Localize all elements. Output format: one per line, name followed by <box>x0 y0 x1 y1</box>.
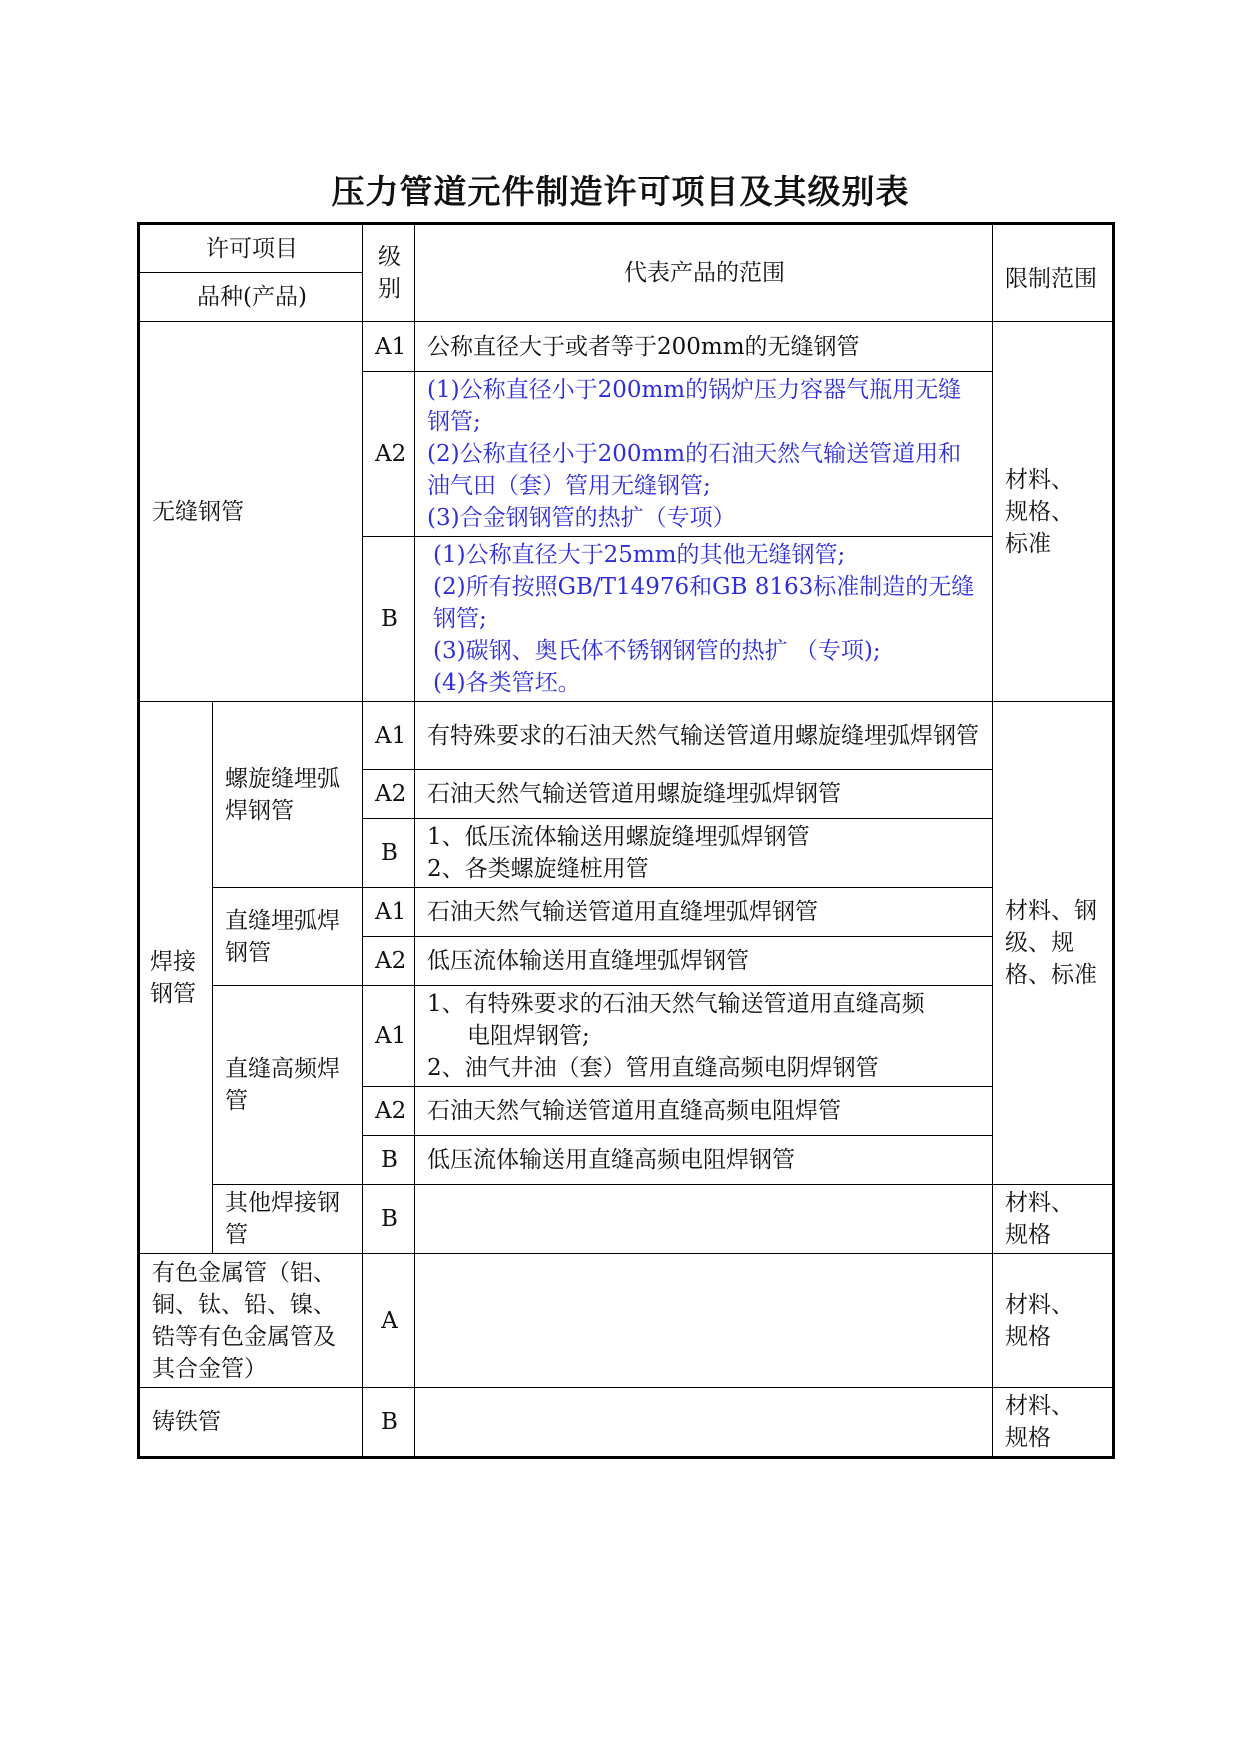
scope-line: 1、有特殊要求的石油天然气输送管道用直缝高频 <box>427 991 925 1017</box>
header-permit-item: 许可项目 <box>139 224 363 273</box>
table-row <box>139 888 1114 937</box>
scope-line: 1、低压流体输送用螺旋缝埋弧焊钢管 <box>427 824 810 850</box>
scope-cell <box>415 1254 993 1388</box>
scope-cell: 石油天然气输送管道用螺旋缝埋弧焊钢管 <box>415 770 993 819</box>
scope-cell <box>415 372 993 537</box>
scope-cell: 低压流体输送用直缝高频电阻焊钢管 <box>415 1136 993 1185</box>
lsaw-name: 直缝埋弧焊钢管 <box>213 888 363 986</box>
header-scope: 代表产品的范围 <box>415 224 993 322</box>
scope-line: (1)公称直径小于200mm的锅炉压力容器气瓶用无缝钢管; <box>427 377 962 435</box>
scope-cell: 有特殊要求的石油天然气输送管道用螺旋缝埋弧焊钢管 <box>415 702 993 770</box>
scope-cell <box>415 986 993 1087</box>
level-cell: A1 <box>363 888 415 937</box>
level-cell: A <box>363 1254 415 1388</box>
other-welded-name: 其他焊接钢管 <box>213 1185 363 1254</box>
level-cell: A1 <box>363 986 415 1087</box>
level-cell: A2 <box>363 937 415 986</box>
level-cell: A2 <box>363 1087 415 1136</box>
scope-line: 2、油气井油（套）管用直缝高频电阴焊钢管 <box>427 1055 879 1081</box>
page-title: 压力管道元件制造许可项目及其级别表 <box>331 172 910 211</box>
level-cell: A1 <box>363 702 415 770</box>
cast-iron-name: 铸铁管 <box>139 1388 363 1458</box>
level-cell: B <box>363 819 415 888</box>
scope-line: (2)公称直径小于200mm的石油天然气输送管道用和油气田（套）管用无缝钢管; <box>427 441 962 499</box>
scope-line: (1)公称直径大于25mm的其他无缝钢管; <box>433 542 846 568</box>
scope-line: 电阻焊钢管; <box>467 1023 590 1049</box>
scope-cell: 公称直径大于或者等于200mm的无缝钢管 <box>415 322 993 372</box>
scope-cell: 石油天然气输送管道用直缝高频电阻焊管 <box>415 1087 993 1136</box>
other-welded-limit: 材料、规格 <box>993 1185 1114 1254</box>
table-row <box>139 702 1114 770</box>
level-cell: A2 <box>363 770 415 819</box>
header-limit: 限制范围 <box>993 224 1114 322</box>
seamless-limit: 材料、规格、标准 <box>993 322 1114 702</box>
nonferrous-name: 有色金属管（铝、铜、钛、铅、镍、锆等有色金属管及其合金管） <box>139 1254 363 1388</box>
scope-cell <box>415 819 993 888</box>
scope-cell: 石油天然气输送管道用直缝埋弧焊钢管 <box>415 888 993 937</box>
level-cell: A1 <box>363 322 415 372</box>
welded-name: 焊接钢管 <box>139 702 213 1254</box>
scope-line: (3)合金钢钢管的热扩（专项） <box>427 505 736 531</box>
table-row <box>139 986 1114 1087</box>
table-row <box>139 1185 1114 1254</box>
level-cell: B <box>363 537 415 702</box>
table-row <box>139 322 1114 372</box>
cast-iron-limit: 材料、规格 <box>993 1388 1114 1458</box>
welded-limit: 材料、钢级、规格、标准 <box>993 702 1114 1185</box>
scope-cell: 低压流体输送用直缝埋弧焊钢管 <box>415 937 993 986</box>
header-level: 级别 <box>363 224 415 322</box>
scope-line: (3)碳钢、奥氏体不锈钢钢管的热扩 （专项); <box>433 638 881 664</box>
table-row <box>139 1388 1114 1458</box>
level-cell: B <box>363 1185 415 1254</box>
permit-table <box>137 222 1115 1459</box>
scope-line: (4)各类管坯。 <box>433 670 581 696</box>
nonferrous-limit: 材料、规格 <box>993 1254 1114 1388</box>
hf-name: 直缝高频焊管 <box>213 986 363 1185</box>
scope-line: 2、各类螺旋缝桩用管 <box>427 856 649 882</box>
level-cell: A2 <box>363 372 415 537</box>
scope-cell <box>415 537 993 702</box>
scope-line: (2)所有按照GB/T14976和GB 8163标准制造的无缝钢管; <box>433 574 975 632</box>
table-row <box>139 1254 1114 1388</box>
seamless-name: 无缝钢管 <box>139 322 363 702</box>
spiral-name: 螺旋缝埋弧焊钢管 <box>213 702 363 888</box>
scope-cell <box>415 1388 993 1458</box>
level-cell: B <box>363 1136 415 1185</box>
scope-cell <box>415 1185 993 1254</box>
level-cell: B <box>363 1388 415 1458</box>
header-variety: 品种(产品) <box>139 273 363 322</box>
header-row <box>139 224 1114 273</box>
